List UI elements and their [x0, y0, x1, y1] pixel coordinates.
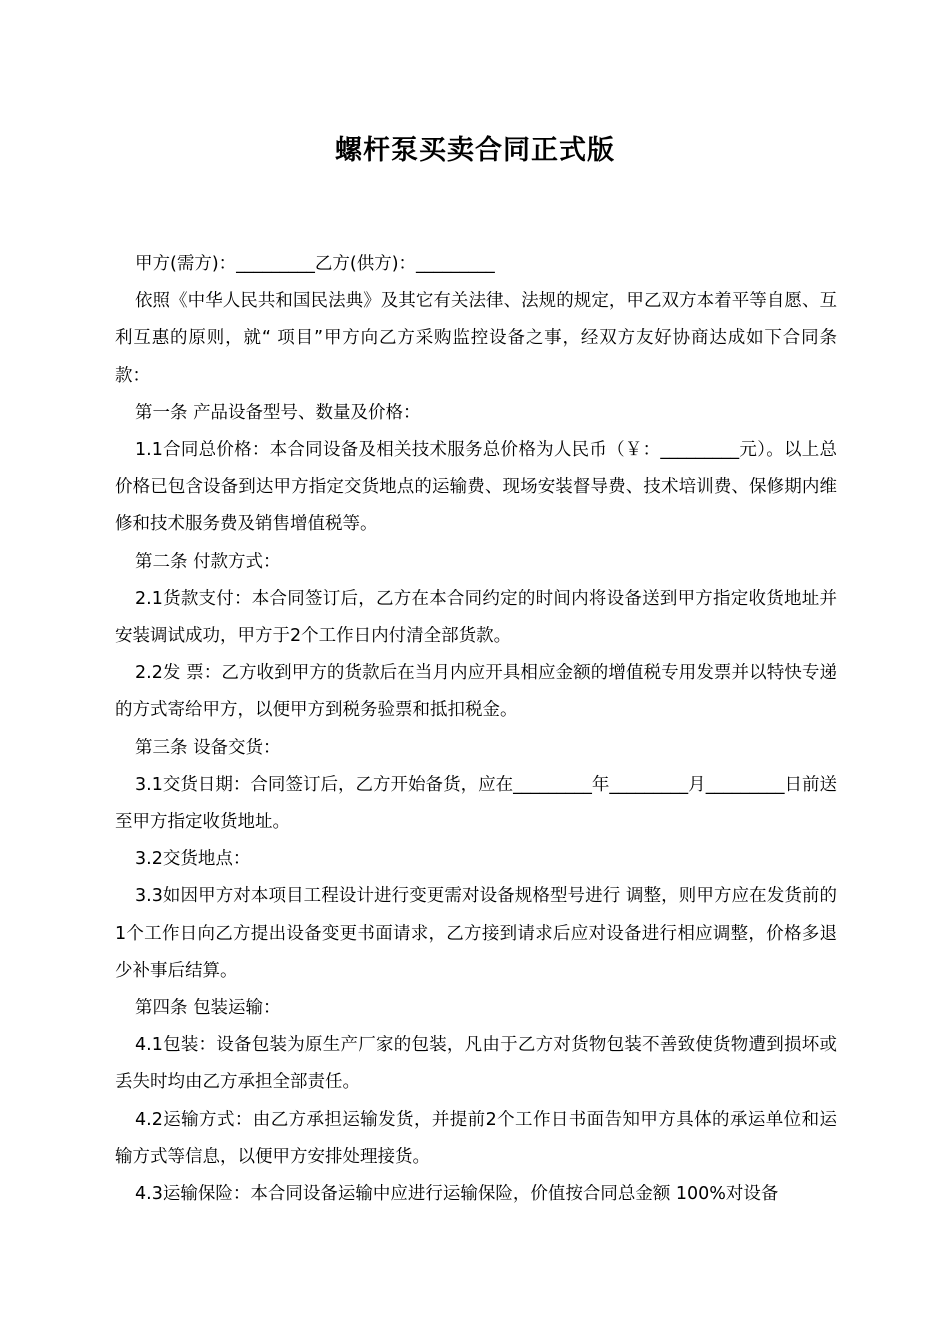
clause-2-2: 2.2发 票：乙方收到甲方的货款后在当月内应开具相应金额的增值税专用发票并以特快专递的方式寄给甲方，以便甲方到税务验票和抵扣税金。 — [115, 663, 837, 721]
article-3-heading: 第三条 设备交货： — [135, 737, 281, 758]
clause-3-2: 3.2交货地点： — [135, 849, 251, 870]
clause-1-1: 1.1合同总价格：本合同设备及相关技术服务总价格为人民币（￥：_________元）。以上总价格已包含设备到达甲方指定交货地点的运输费、现场安装督导费、技术培训费、保修期内维修和技术服务费及销售增值税等。 — [115, 440, 837, 535]
article-1-heading: 第一条 产品设备型号、数量及价格： — [135, 402, 421, 423]
clause-3-3: 3.3如因甲方对本项目工程设计进行变更需对设备规格型号进行 调整，则甲方应在发货前的1个工作日向乙方提出设备变更书面请求，乙方接到请求后应对设备进行相应调整，价格多退少补事后结算。 — [115, 886, 837, 981]
document-body — [115, 246, 837, 1213]
clause-4-2: 4.2运输方式：由乙方承担运输发货，并提前2个工作日书面告知甲方具体的承运单位和运输方式等信息，以便甲方安排处理接货。 — [115, 1109, 837, 1167]
article-2-heading: 第二条 付款方式： — [135, 551, 281, 572]
clause-3-1: 3.1交货日期：合同签订后，乙方开始备货，应在_________年_________月_________日前送至甲方指定收货地址。 — [115, 774, 837, 833]
clause-4-1: 4.1包装：设备包装为原生产厂家的包装，凡由于乙方对货物包装不善致使货物遭到损坏或丢失时均由乙方承担全部责任。 — [115, 1035, 837, 1093]
parties-line: 甲方(需方)：_________乙方(供方)：_________ — [135, 254, 495, 274]
clause-4-3: 4.3运输保险：本合同设备运输中应进行运输保险，价值按合同总金额 100%对设备 — [135, 1184, 779, 1205]
preamble-paragraph: 依照《中华人民共和国民法典》及其它有关法律、法规的规定，甲乙双方本着平等自愿、互利互惠的原则，就“ 项目”甲方向乙方采购监控设备之事，经双方友好协商达成如下合同条款： — [115, 291, 837, 386]
clause-2-1: 2.1货款支付：本合同签订后，乙方在本合同约定的时间内将设备送到甲方指定收货地址并安装调试成功，甲方于2个工作日内付清全部货款。 — [115, 588, 837, 647]
document-title: 螺杆泵买卖合同正式版 — [335, 135, 615, 166]
article-4-heading: 第四条 包装运输： — [135, 998, 281, 1019]
